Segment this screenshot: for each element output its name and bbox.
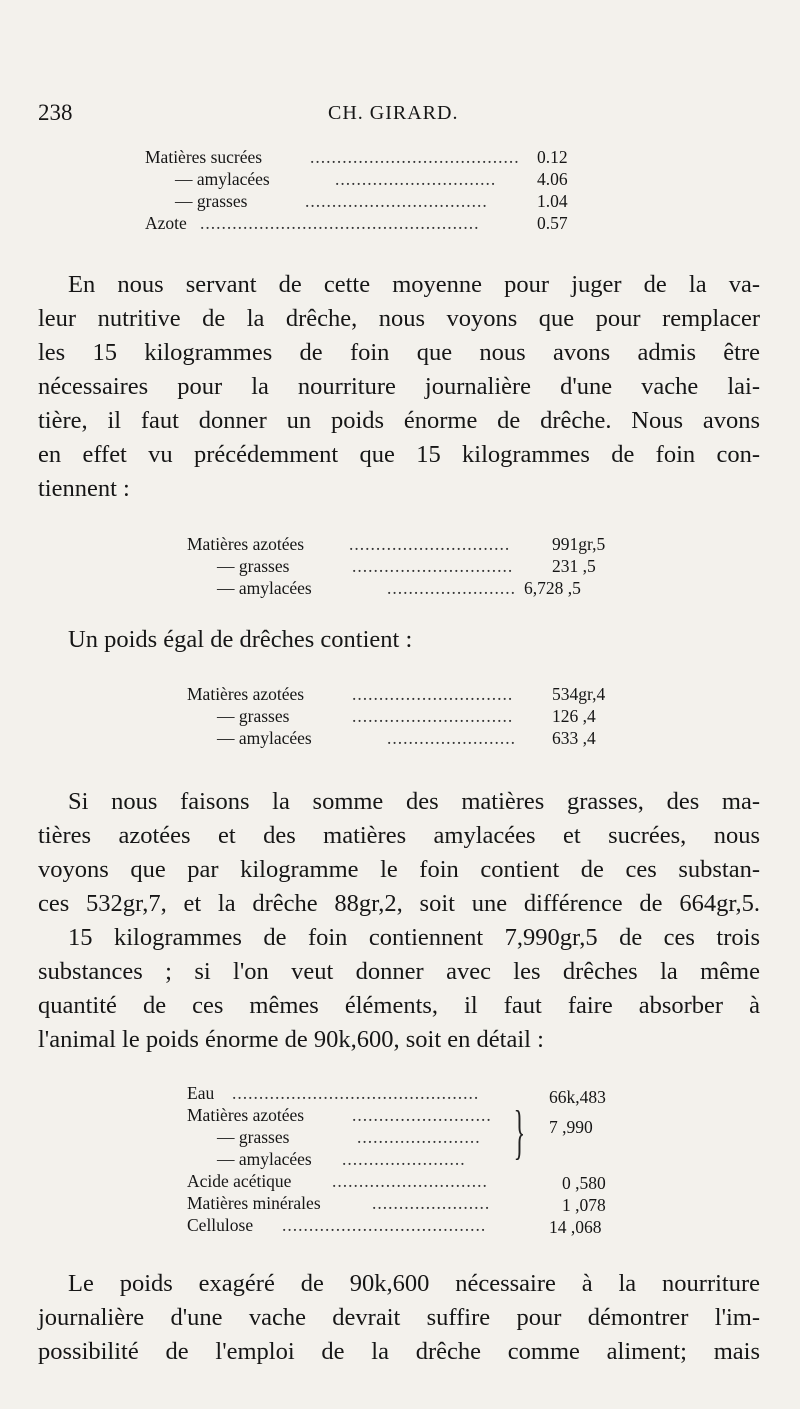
table-row: — amylacées ........................ 633 ,4 bbox=[217, 728, 596, 748]
dreche-composition-table bbox=[187, 683, 627, 749]
table-row: Matières azotées .......................... bbox=[187, 1105, 492, 1125]
table-row: Eau .............................................. 66k,483 bbox=[187, 1083, 606, 1107]
paragraph: Si nous faisons la somme des matières grasses, des ma- tières azotées et des matières amylacées et sucrées, nous voyons que par kilogramme le foin contient de ces substan- ces 532gr,7, et la drêche 88gr,2, soit une différence de 664gr,5. bbox=[38, 788, 760, 917]
composition-table-drêche bbox=[145, 146, 585, 234]
table-row: — amylacées ........................ 6,728 ,5 bbox=[217, 578, 581, 598]
foin-composition-table bbox=[187, 533, 627, 599]
paragraph: En nous servant de cette moyenne pour juger de la va- leur nutritive de la drêche, nous voyons que pour remplacer les 15 kilogrammes de foin que nous avons admis être nécessaires pour la nourriture journalière d'une vache lai- tière, il faut donner un poids énorme de drêche. Nous avons en effet vu précédemment que 15 kilogrammes de foin con- tiennent : bbox=[38, 271, 760, 502]
table-row: — grasses .............................. 126 ,4 bbox=[217, 706, 596, 726]
paragraph: Le poids exagéré de 90k,600 nécessaire à la nourriture journalière d'une vache devrait suffire pour démontrer l'im- possibilité de l'emploi de la drêche comme aliment; mais bbox=[38, 1270, 760, 1365]
brace-symbol: } bbox=[513, 1099, 526, 1165]
table-row: Cellulose ...................................... 14 ,068 bbox=[187, 1215, 602, 1237]
dreche-detail-table bbox=[187, 1082, 647, 1236]
table-row: Matières sucrées ....................................... 0.12 bbox=[145, 147, 568, 167]
table-row: — grasses .................................. 1.04 bbox=[175, 191, 568, 211]
page-number: 238 bbox=[38, 100, 73, 125]
running-head: CH. GIRARD. bbox=[328, 102, 459, 124]
table-row: Matières minérales ...................... 1 ,078 bbox=[187, 1193, 606, 1215]
table-row: Matières azotées .............................. 991gr,5 bbox=[187, 534, 606, 554]
table-row: — amylacées ....................... bbox=[217, 1149, 466, 1169]
table-row: Matières azotées .............................. 534gr,4 bbox=[187, 684, 606, 704]
table-row: — amylacées .............................. 4.06 bbox=[175, 169, 568, 189]
table-row: — grasses ....................... 7 ,990 bbox=[217, 1117, 593, 1147]
page-header bbox=[38, 100, 758, 130]
paragraph: Un poids égal de drêches contient : bbox=[68, 626, 413, 653]
table-row: Acide acétique ............................. 0 ,580 bbox=[187, 1171, 606, 1193]
table-row: — grasses .............................. 231 ,5 bbox=[217, 556, 596, 576]
paragraph: 15 kilogrammes de foin contiennent 7,990gr,5 de ces trois substances ; si l'on veut donner avec les drêches la même quantité de ces mêmes éléments, il faut faire absorber à l'animal le poids énorme de 90k,600, soit en détail : bbox=[38, 924, 760, 1053]
table-row: Azote .................................................... 0.57 bbox=[145, 213, 568, 233]
